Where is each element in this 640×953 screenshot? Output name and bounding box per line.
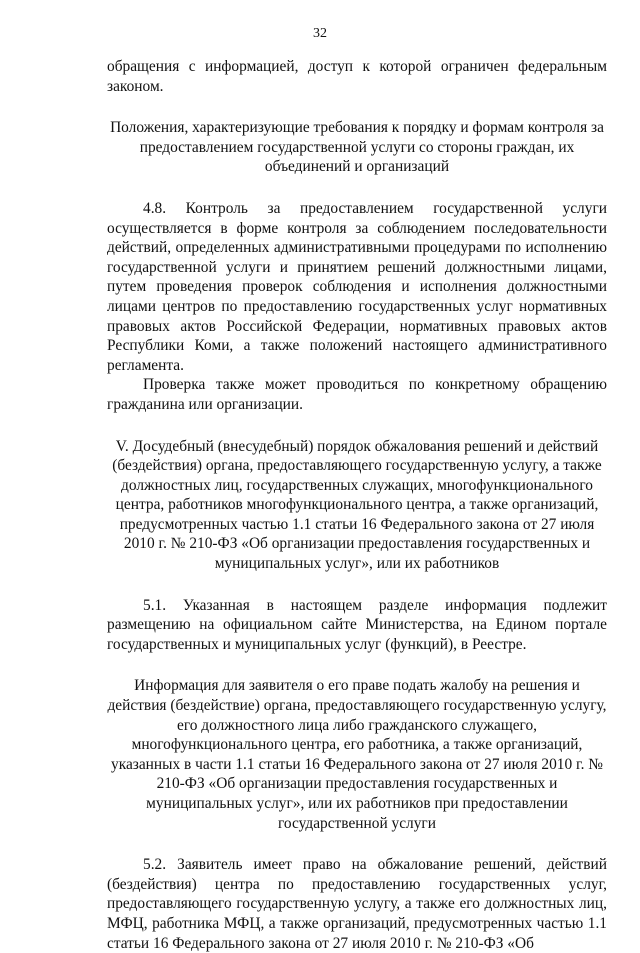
paragraph-4-8: 4.8. Контроль за предоставлением государственной услуги осуществляется в форме контроля за соблюдением последовательности действий, определенных административными процедурами по исполнению государственной услуги и принятием решений должностными лицами, путем проведения проверок соблюдения и исполнения должностными лицами центров по предоставлению государственных услуг нормативных правовых актов Российской Федерации, нормативных правовых актов Республики Коми, а также положений настоящего административного регламента. xyxy=(107,199,607,374)
paragraph-5-1: 5.1. Указанная в настоящем разделе информация подлежит размещению на официальном сайте Министерства, на Едином портале государственных и муниципальных услуг (функций), в Реестре. xyxy=(107,596,607,653)
paragraph-5-2: 5.2. Заявитель имеет право на обжалование решений, действий (бездействия) центра по предоставлению государственных услуг, предоставляющего государственную услугу, а также его должностных лиц, МФЦ, работника МФЦ, а также организаций, предусмотренных частью 1.1 статьи 16 Федерального закона от 27 июля 2010 г. № 210-ФЗ «Об xyxy=(107,856,607,952)
document-body xyxy=(107,57,607,953)
paragraph-inspection: Проверка также может проводиться по конкретному обращению гражданина или организации. xyxy=(107,376,607,413)
section-heading-control: Положения, характеризующие требования к порядку и формам контроля за предоставлением государственной услуги со стороны граждан, их объединений и организаций xyxy=(110,119,604,176)
page-number: 32 xyxy=(313,26,327,41)
paragraph-continuation: обращения с информацией, доступ к которой ограничен федеральным законом. xyxy=(107,58,607,95)
section-heading-applicant-info: Информация для заявителя о его праве подать жалобу на решения и действия (бездействие) органа, предоставляющего государственную услугу, его должностного лица либо гражданского служащего, многофункционального центра, его работника, а также организаций, указанных в части 1.1 статьи 16 Федерального закона от 27 июля 2010 г. № 210-ФЗ «Об организации предоставления государственных и муниципальных услуг», или их работников при предоставлении государственной услуги xyxy=(107,677,607,832)
section-heading-appeal: V. Досудебный (внесудебный) порядок обжалования решений и действий (бездействия) органа, предоставляющего государственную услугу, а также должностных лиц, государственных служащих, многофункционального центра, работников многофункционального центра, а также организаций, предусмотренных частью 1.1 статьи 16 Федерального закона от 27 июля 2010 г. № 210-ФЗ «Об организации предоставления государственных и муниципальных услуг», или их работников xyxy=(112,437,602,573)
